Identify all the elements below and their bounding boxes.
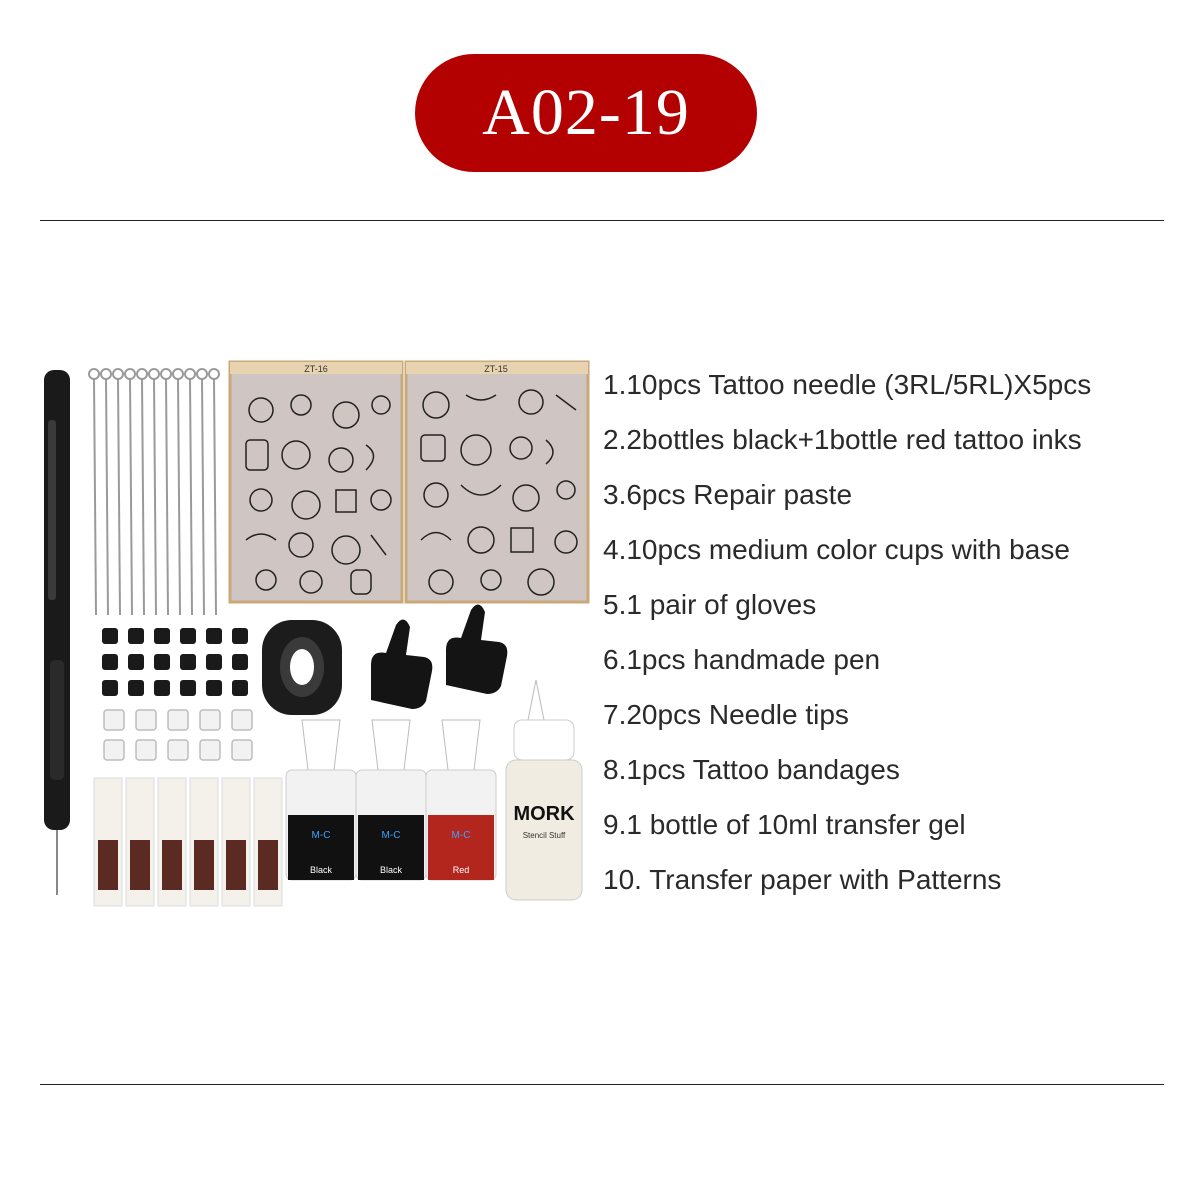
spec-item: 3.6pcs Repair paste xyxy=(603,479,853,510)
ink-brand-3: M-C xyxy=(451,830,471,841)
repair-paste-packets xyxy=(94,778,282,906)
sheet-left-label: ZT-16 xyxy=(304,364,328,374)
tattoo-needles xyxy=(89,369,219,615)
gel-brand: MORK xyxy=(513,803,575,825)
transfer-gel-bottle xyxy=(506,680,582,900)
ink-brand-2: M-C xyxy=(381,830,401,841)
gel-subtitle: Stencil Stuff xyxy=(522,831,566,840)
ink-bottle-red xyxy=(426,720,496,880)
sheet-right-label: ZT-15 xyxy=(484,364,508,374)
ink-bottle-black-1 xyxy=(286,720,356,880)
spec-item: 1.10pcs Tattoo needle (3RL/5RL)X5pcs xyxy=(603,369,1092,400)
model-code: A02-19 xyxy=(482,76,690,149)
model-badge xyxy=(415,54,757,172)
ink-bottle-black-2 xyxy=(356,720,426,880)
ink-label-2: Black xyxy=(379,865,403,875)
gloves xyxy=(371,604,507,709)
spec-item: 2.2bottles black+1bottle red tattoo inks xyxy=(603,424,1082,455)
product-kit-image xyxy=(36,360,596,920)
spec-list xyxy=(603,360,1091,910)
spec-item: 6.1pcs handmade pen xyxy=(603,644,881,675)
handmade-pen xyxy=(44,370,70,895)
ink-label-3: Red xyxy=(452,865,470,875)
transfer-sheet-right xyxy=(406,362,588,602)
transfer-sheet-left xyxy=(230,362,402,602)
spec-item: 4.10pcs medium color cups with base xyxy=(603,534,1070,565)
spec-item: 10. Transfer paper with Patterns xyxy=(603,864,1002,895)
spec-item: 7.20pcs Needle tips xyxy=(603,699,849,730)
top-divider xyxy=(40,220,1164,221)
ink-brand-1: M-C xyxy=(311,830,331,841)
spec-item: 8.1pcs Tattoo bandages xyxy=(603,754,900,785)
bottom-divider xyxy=(40,1084,1164,1085)
spec-item: 5.1 pair of gloves xyxy=(603,589,817,620)
needle-tips-and-cups xyxy=(102,628,252,760)
tattoo-bandage-roll xyxy=(262,620,342,715)
ink-label-1: Black xyxy=(309,865,333,875)
spec-item: 9.1 bottle of 10ml transfer gel xyxy=(603,809,966,840)
